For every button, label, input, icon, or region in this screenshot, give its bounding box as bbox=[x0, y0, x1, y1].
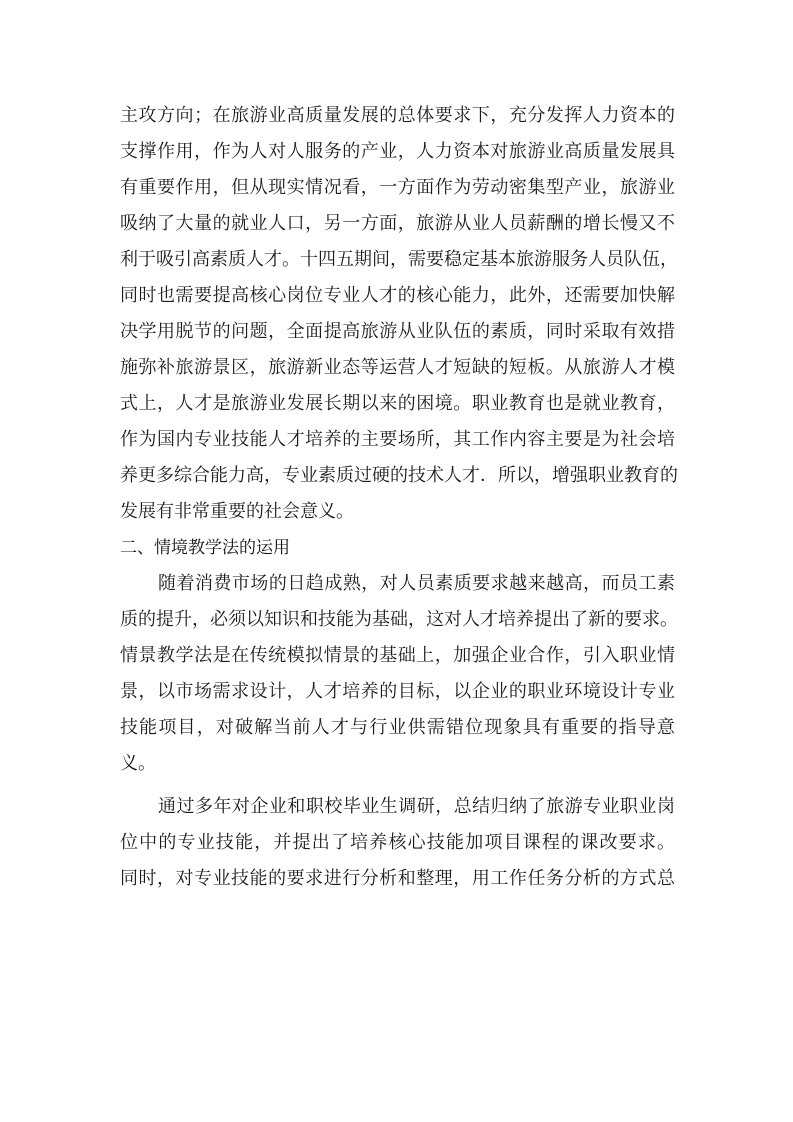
text-line: 有重要作用，但从现实情况看，一方面作为劳动密集型产业，旅游业 bbox=[120, 177, 675, 198]
text-line: 养更多综合能力高，专业素质过硬的技术人才．所以，增强职业教育的 bbox=[120, 465, 678, 486]
text-line: 支撑作用，作为人对人服务的产业，人力资本对旅游业高质量发展具 bbox=[120, 141, 675, 162]
text-line: 景，以市场需求设计，人才培养的目标，以企业的职业环境设计专业 bbox=[120, 681, 675, 702]
text-line: 吸纳了大量的就业人口，另一方面，旅游从业人员薪酬的增长慢又不 bbox=[120, 213, 675, 234]
text-line: 利于吸引高素质人才。十四五期间，需要稳定基本旅游服务人员队伍， bbox=[120, 249, 678, 270]
text-line: 义。 bbox=[120, 753, 156, 774]
text-line: 技能项目，对破解当前人才与行业供需错位现象具有重要的指导意 bbox=[120, 717, 675, 738]
document-body bbox=[120, 98, 678, 897]
text-line: 同时，对专业技能的要求进行分析和整理，用工作任务分析的方式总 bbox=[120, 868, 675, 889]
paragraph-3 bbox=[120, 789, 675, 897]
text-line: 主攻方向；在旅游业高质量发展的总体要求下，充分发挥人力资本的 bbox=[120, 105, 675, 126]
text-line: 决学用脱节的问题，全面提高旅游从业队伍的素质，同时采取有效措 bbox=[120, 321, 675, 342]
text-line: 位中的专业技能，并提出了培养核心技能加项目课程的课改要求。 bbox=[120, 832, 675, 853]
paragraph-gap bbox=[120, 782, 675, 789]
paragraph-1 bbox=[120, 98, 678, 530]
text-line: 随着消费市场的日趋成熟，对人员素质要求越来越高，而员工素 bbox=[158, 573, 675, 594]
text-line: 施弥补旅游景区，旅游新业态等运营人才短缺的短板。从旅游人才模 bbox=[120, 357, 675, 378]
text-line: 式上，人才是旅游业发展长期以来的困境。职业教育也是就业教育， bbox=[120, 393, 675, 414]
text-line: 情景教学法是在传统模拟情景的基础上，加强企业合作，引入职业情 bbox=[120, 645, 675, 666]
text-line: 作为国内专业技能人才培养的主要场所，其工作内容主要是为社会培 bbox=[120, 429, 675, 450]
text-line: 质的提升，必须以知识和技能为基础，这对人才培养提出了新的要求。 bbox=[120, 609, 678, 630]
paragraph-2 bbox=[120, 566, 678, 782]
section-heading: 二、情境教学法的运用 bbox=[120, 538, 290, 558]
text-line: 通过多年对企业和职校毕业生调研，总结归纳了旅游专业职业岗 bbox=[158, 796, 675, 817]
text-line: 同时也需要提高核心岗位专业人才的核心能力，此外，还需要加快解 bbox=[120, 285, 675, 306]
text-line: 发展有非常重要的社会意义。 bbox=[120, 501, 354, 522]
